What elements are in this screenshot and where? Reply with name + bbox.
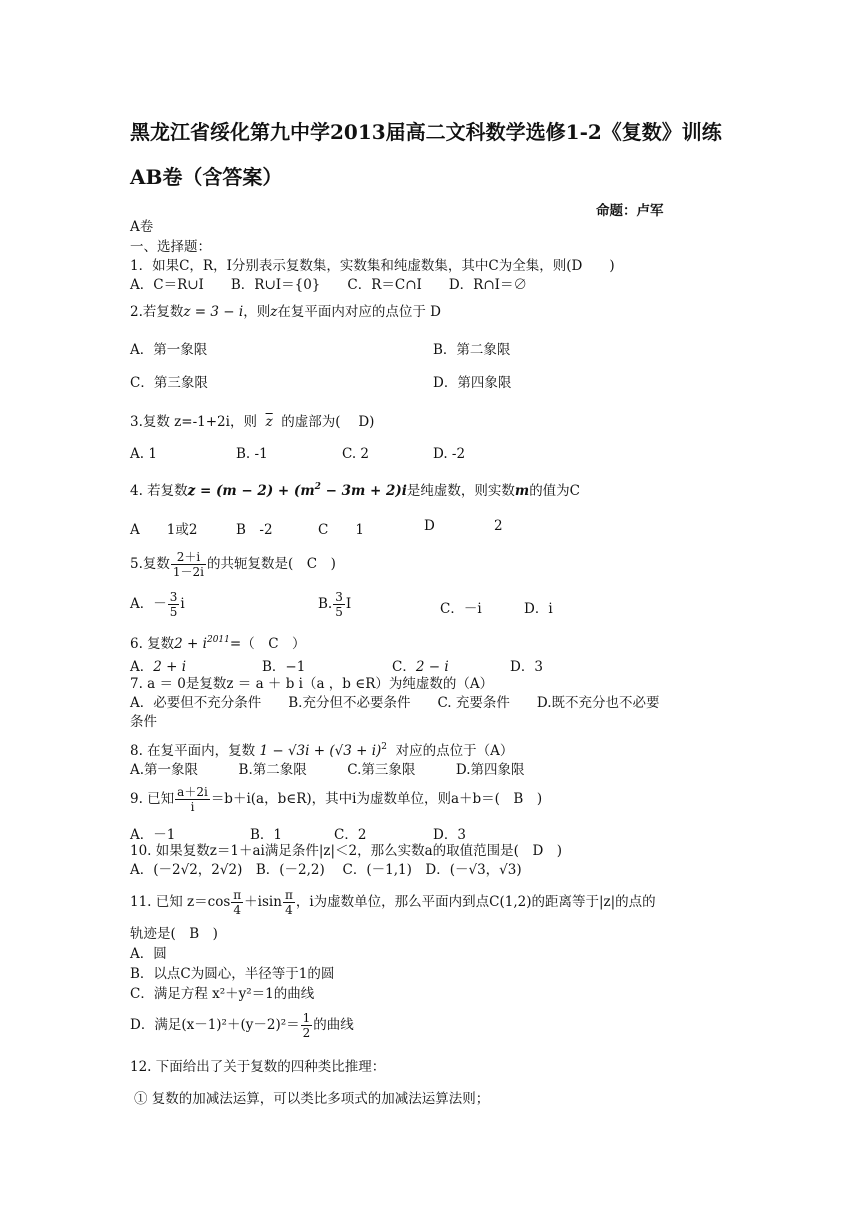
q11-option-a: A．圆 [130, 946, 167, 962]
q3-stem: 3.复数 z=-1+2i，则 $\overline{z}$ 的虚部为( D) [130, 414, 375, 430]
q5-stem: 5.复数 $\frac{2+i}{1-2i}$ 的共轭复数是( C ) [130, 550, 336, 579]
q11-option-b: B．以点C为圆心，半径等于1的圆 [130, 966, 335, 982]
q2-option-b: B．第二象限 [433, 342, 511, 358]
q2-option-a: A．第一象限 [130, 342, 208, 358]
section-heading: 一、选择题： [130, 239, 211, 255]
q1-options: A．C＝R∪I B．R∪I＝{0} C．R＝C∩I D．R∩I＝∅ [130, 277, 527, 293]
q7-options-wrap: 条件 [130, 714, 157, 730]
q9-stem: 9. 已知 $\frac{a+2i}{i}$ ＝b＋i(a，b∈R)，其中i为虚数单位，则a＋b＝( B ) [130, 785, 543, 814]
q4-option-d-value: 2 [494, 518, 503, 534]
q10-stem: 10. 如果复数z＝1＋ai满足条件|z|＜2，那么实数a的取值范围是( D ) [130, 843, 563, 859]
q8-options: A.第一象限 B.第二象限 C.第三象限 D.第四象限 [130, 762, 525, 778]
q12-stem: 12. 下面给出了关于复数的四种类比推理： [130, 1059, 386, 1075]
q12-item-1: ① 复数的加减法运算，可以类比多项式的加减法运算法则； [134, 1091, 490, 1107]
q5-option-a: A．－ $\frac{3}{5}$ i [130, 590, 185, 619]
q5-fraction: $\frac{2+i}{1-2i}$ [172, 550, 204, 579]
q5-option-d: D．i [524, 601, 553, 617]
q5-option-c: C．－i [440, 601, 482, 617]
q6-option-b: B．−1 [262, 659, 306, 675]
q11-stem: 11. 已知 z＝cos $\frac{\pi}{4}$ ＋isin $\frac{\pi}{4}$ ，i为虚数单位，那么平面内到点C(1,2)的距离等于|z|的点的 [130, 888, 656, 917]
q2-option-d: D．第四象限 [433, 375, 512, 391]
q11-option-c: C．满足方程 x²＋y²＝1的曲线 [130, 986, 315, 1002]
q9-option-b: B．1 [250, 827, 283, 843]
q2-stem: 2.若复数z = 3 − i，则z在复平面内对应的点位于 D [130, 304, 441, 320]
q4-option-b: B -2 [236, 522, 273, 538]
doc-title-line1: 黑龙江省绥化第九中学2013届高二文科数学选修1-2《复数》训练 [130, 120, 722, 144]
q7-options: A．必要但不充分条件 B.充分但不必要条件 C. 充要条件 D.既不充分也不必要 [130, 695, 660, 711]
q5-option-b: B. $\frac{3}{5}$ I [318, 590, 352, 619]
q4-option-a: A 1或2 [130, 522, 198, 538]
q11-stem-wrap: 轨迹是( B ) [130, 926, 218, 942]
q6-option-c: C．2 − i [392, 659, 449, 675]
q10-options: A．(－2√2，2√2) B．(－2,2) C．(－1,1) D．(－√3，√3) [130, 862, 522, 878]
q9-option-a: A．－1 [130, 827, 176, 843]
q9-option-d: D．3 [433, 827, 466, 843]
q11-option-d: D．满足(x－1)²＋(y－2)²＝ $\frac{1}{2}$ 的曲线 [130, 1011, 354, 1040]
q7-stem: 7. a ＝ 0是复数z ＝ a ＋ b i（a ，b ∈R）为纯虚数的（A） [130, 676, 494, 692]
doc-title-line2: AB卷（含答案） [130, 165, 283, 189]
author: 命题：卢军 [596, 203, 664, 219]
q3-option-a: A. 1 [130, 446, 157, 462]
q2-option-c: C．第三象限 [130, 375, 208, 391]
z-conjugate: $\overline{z}$ [265, 414, 273, 430]
q8-stem: 8. 在复平面内，复数 $1 - √3i + (√3 + i)^2$ 对应的点位于（A） [130, 742, 514, 759]
q6-option-d: D．3 [510, 659, 543, 675]
q4-stem: 4. 若复数$z = (m - 2) + (m^2 - 3m + 2)i$是纯虚数，则实数m的值为C [130, 482, 581, 499]
q4-option-c: C 1 [318, 522, 364, 538]
q4-option-d: D [424, 518, 435, 534]
volume-label: A卷 [130, 219, 154, 235]
q3-option-c: C. 2 [342, 446, 370, 462]
q6-option-a: A．2 + i [130, 659, 187, 675]
q3-option-b: B. -1 [236, 446, 268, 462]
q6-stem: 6. 复数$2 + i^{2011}=$（ C ） [130, 635, 306, 652]
q9-option-c: C．2 [334, 827, 367, 843]
q1-stem: 1．如果C，R，I分别表示复数集，实数集和纯虚数集，其中C为全集，则(D ) [130, 258, 615, 274]
q3-option-d: D. -2 [433, 446, 466, 462]
